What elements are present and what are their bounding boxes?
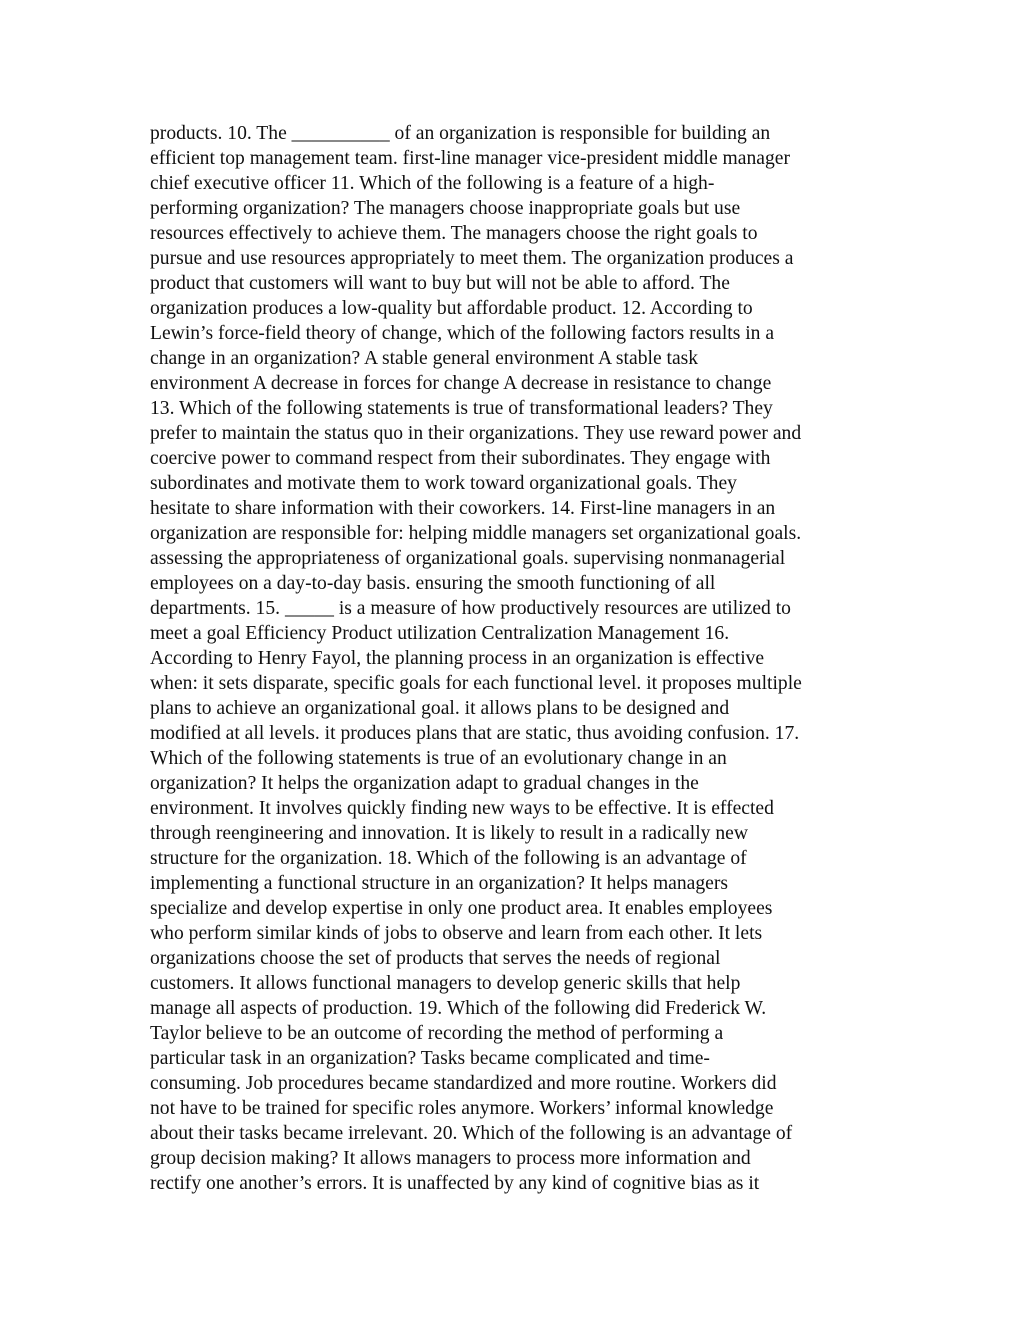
text-line: Lewin’s force-field theory of change, which of the following factors results in a [150,323,775,344]
text-line: prefer to maintain the status quo in their organizations. They use reward power and [150,423,802,444]
text-line: customers. It allows functional managers to develop generic skills that help [150,973,741,994]
text-line: change in an organization? A stable general environment A stable task [150,348,699,369]
text-line: organization produces a low-quality but affordable product. 12. According to [150,298,753,319]
text-line: According to Henry Fayol, the planning process in an organization is effective [150,648,765,669]
text-line: meet a goal Efficiency Product utilization Centralization Management 16. [150,623,730,644]
text-line: products. 10. The __________ of an organization is responsible for building an [150,123,771,144]
text-line: subordinates and motivate them to work toward organizational goals. They [150,473,737,494]
text-line: organization are responsible for: helping middle managers set organizational goals. [150,523,802,544]
text-line: modified at all levels. it produces plans that are static, thus avoiding confusion. 17. [150,723,800,744]
text-line: environment A decrease in forces for change A decrease in resistance to change [150,373,772,394]
text-line: departments. 15. _____ is a measure of how productively resources are utilized to [150,598,791,619]
text-line: rectify one another’s errors. It is unaffected by any kind of cognitive bias as it [150,1173,760,1194]
text-line: chief executive officer 11. Which of the following is a feature of a high- [150,173,715,194]
text-line: pursue and use resources appropriately to meet them. The organization produces a [150,248,794,269]
text-line: hesitate to share information with their coworkers. 14. First-line managers in an [150,498,776,519]
text-line: environment. It involves quickly finding new ways to be effective. It is effected [150,798,774,819]
text-line: organizations choose the set of products that serves the needs of regional [150,948,721,969]
text-line: plans to achieve an organizational goal. it allows plans to be designed and [150,698,730,719]
text-line: employees on a day-to-day basis. ensuring the smooth functioning of all [150,573,716,594]
text-line: when: it sets disparate, specific goals for each functional level. it proposes multiple [150,673,802,694]
text-line: resources effectively to achieve them. The managers choose the right goals to [150,223,758,244]
text-line: Taylor believe to be an outcome of recording the method of performing a [150,1023,724,1044]
text-line: performing organization? The managers choose inappropriate goals but use [150,198,741,219]
text-line: about their tasks became irrelevant. 20. Which of the following is an advantage of [150,1123,793,1144]
document-body [150,121,890,1196]
text-line: efficient top management team. first-line manager vice-president middle manager [150,148,790,169]
text-line: consuming. Job procedures became standardized and more routine. Workers did [150,1073,777,1094]
text-line: structure for the organization. 18. Which of the following is an advantage of [150,848,747,869]
text-line: through reengineering and innovation. It is likely to result in a radically new [150,823,748,844]
text-line: group decision making? It allows managers to process more information and [150,1148,751,1169]
text-line: manage all aspects of production. 19. Which of the following did Frederick W. [150,998,767,1019]
text-line: coercive power to command respect from their subordinates. They engage with [150,448,771,469]
text-line: product that customers will want to buy but will not be able to afford. The [150,273,730,294]
text-line: organization? It helps the organization adapt to gradual changes in the [150,773,699,794]
text-line: particular task in an organization? Tasks became complicated and time- [150,1048,710,1069]
text-line: not have to be trained for specific roles anymore. Workers’ informal knowledge [150,1098,774,1119]
text-line: implementing a functional structure in an organization? It helps managers [150,873,729,894]
text-line: 13. Which of the following statements is true of transformational leaders? They [150,398,773,419]
text-line: who perform similar kinds of jobs to observe and learn from each other. It lets [150,923,763,944]
text-line: Which of the following statements is true of an evolutionary change in an [150,748,727,769]
text-line: assessing the appropriateness of organizational goals. supervising nonmanagerial [150,548,786,569]
text-line: specialize and develop expertise in only one product area. It enables employees [150,898,773,919]
